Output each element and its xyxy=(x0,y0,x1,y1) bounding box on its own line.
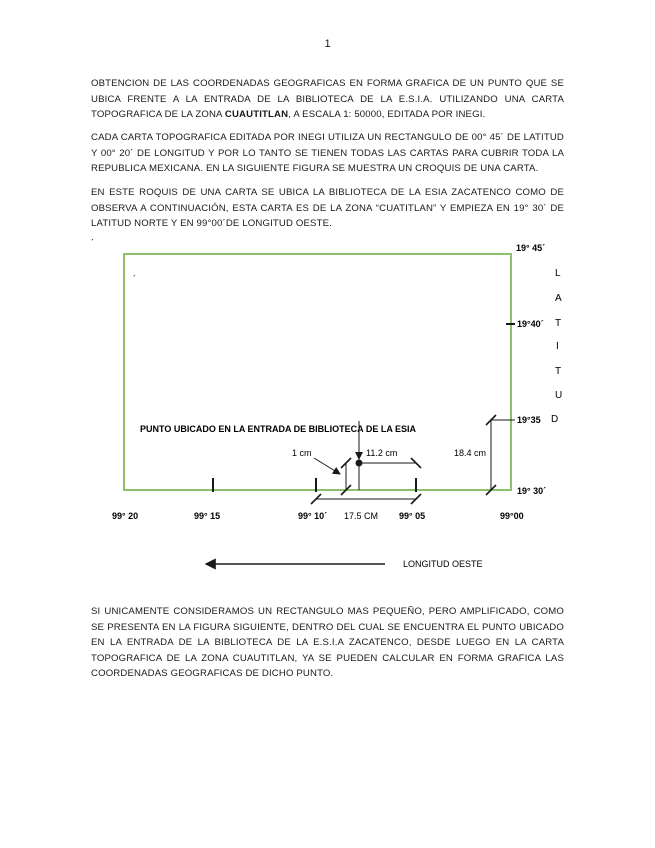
latitude-letter: I xyxy=(556,341,559,352)
dim-11-2-label: 11.2 cm xyxy=(366,448,398,458)
dim-1cm-leader xyxy=(314,458,340,474)
stray-mark-inner: ´ xyxy=(133,274,136,284)
dim-18-4-label: 18.4 cm xyxy=(454,448,487,458)
intro-text: OBTENCION DE LAS COORDENADAS GEOGRAFICAS EN FORMA GRAFICA DE UN PUNTO QUE SE UBICA FRENTE A LA ENTRADA DE LA BIBLIOTECA DE LA E.S.I.A. UTILIZANDO UNA CARTA TOPOGRAFICA DE LA ZONA xyxy=(91,78,564,120)
longitude-label: LONGITUD OESTE xyxy=(403,559,483,569)
lon-label-05: 99° 05 xyxy=(399,511,426,521)
lon-label-15: 99° 15 xyxy=(194,511,221,521)
dim-17-5-label: 17.5 CM xyxy=(344,511,379,521)
paragraph-conclusion: SI UNICAMENTE CONSIDERAMOS UN RECTANGULO MAS PEQUEÑO, PERO AMPLIFICADO, COMO SE PRESENTA EN LA FIGURA SIGUIENTE, DENTRO DEL CUAL SE ENCUENTRA EL PUNTO UBICADO EN LA ENTRADA DE LA BIBLIOTECA DE LA E.S.I.A ZACATENCO, DESDE LUEGO EN LA CARTA TOPOGRAFICA DE LA ZONA CUAUTITLAN, YA SE PUEDEN CALCULAR EN FORMA GRAFICA LAS COORDENADAS GEOGRAFICAS DE DICHO PUNTO. xyxy=(91,606,564,679)
latitude-letter: T xyxy=(555,318,562,329)
page-number: 1 xyxy=(324,38,331,50)
topographic-sketch xyxy=(0,230,655,630)
map-frame xyxy=(124,254,511,490)
zone-name: CUAUTITLAN xyxy=(224,109,289,120)
stray-mark: ´ xyxy=(91,238,94,248)
intro-text-end: , A ESCALA 1: 50000, EDITADA POR INEGI. xyxy=(288,109,486,120)
dim-1cm-label: 1 cm xyxy=(292,448,312,458)
latitude-letter: D xyxy=(551,414,559,425)
latitude-letter: A xyxy=(555,293,562,304)
point-label: PUNTO UBICADO EN LA ENTRADA DE BIBLIOTECA DE LA ESIA xyxy=(140,424,417,434)
lon-label-20: 99° 20 xyxy=(112,511,139,521)
paragraph-sketch: EN ESTE ROQUIS DE UNA CARTA SE UBICA LA BIBLIOTECA DE LA ESIA ZACATENCO COMO DE OBSERVA A CONTINUACIÓN, ESTA CARTA ES DE LA ZONA “CUATITLAN” Y EMPIEZA EN 19° 30´ DE LATITUD NORTE Y EN 99°00´DE LONGITUD OESTE. xyxy=(91,187,564,229)
lon-label-00: 99°00 xyxy=(500,511,524,521)
latitude-letter: U xyxy=(555,390,563,401)
lat-label-45: 19° 45´ xyxy=(516,243,546,253)
lat-label-40: 19°40´ xyxy=(517,319,544,329)
lat-label-30: 19° 30´ xyxy=(517,486,547,496)
latitude-letter: L xyxy=(555,268,561,279)
lon-label-10: 99° 10´ xyxy=(298,511,328,521)
paragraph-intro xyxy=(91,76,564,123)
paragraph-rectangle: CADA CARTA TOPOGRAFICA EDITADA POR INEGI UTILIZA UN RECTANGULO DE 00° 45´ DE LATITUD Y 00° 20´ DE LONGITUD Y POR LO TANTO SE TIENEN TODAS LAS CARTAS PARA CUBRIR TODA LA REPUBLICA MEXICANA. EN LA SIGUIENTE FIGURA SE MUESTRA UN CROQUIS DE UNA CARTA. xyxy=(91,132,564,174)
latitude-letter: T xyxy=(555,366,562,377)
lat-label-35: 19°35 xyxy=(517,415,541,425)
